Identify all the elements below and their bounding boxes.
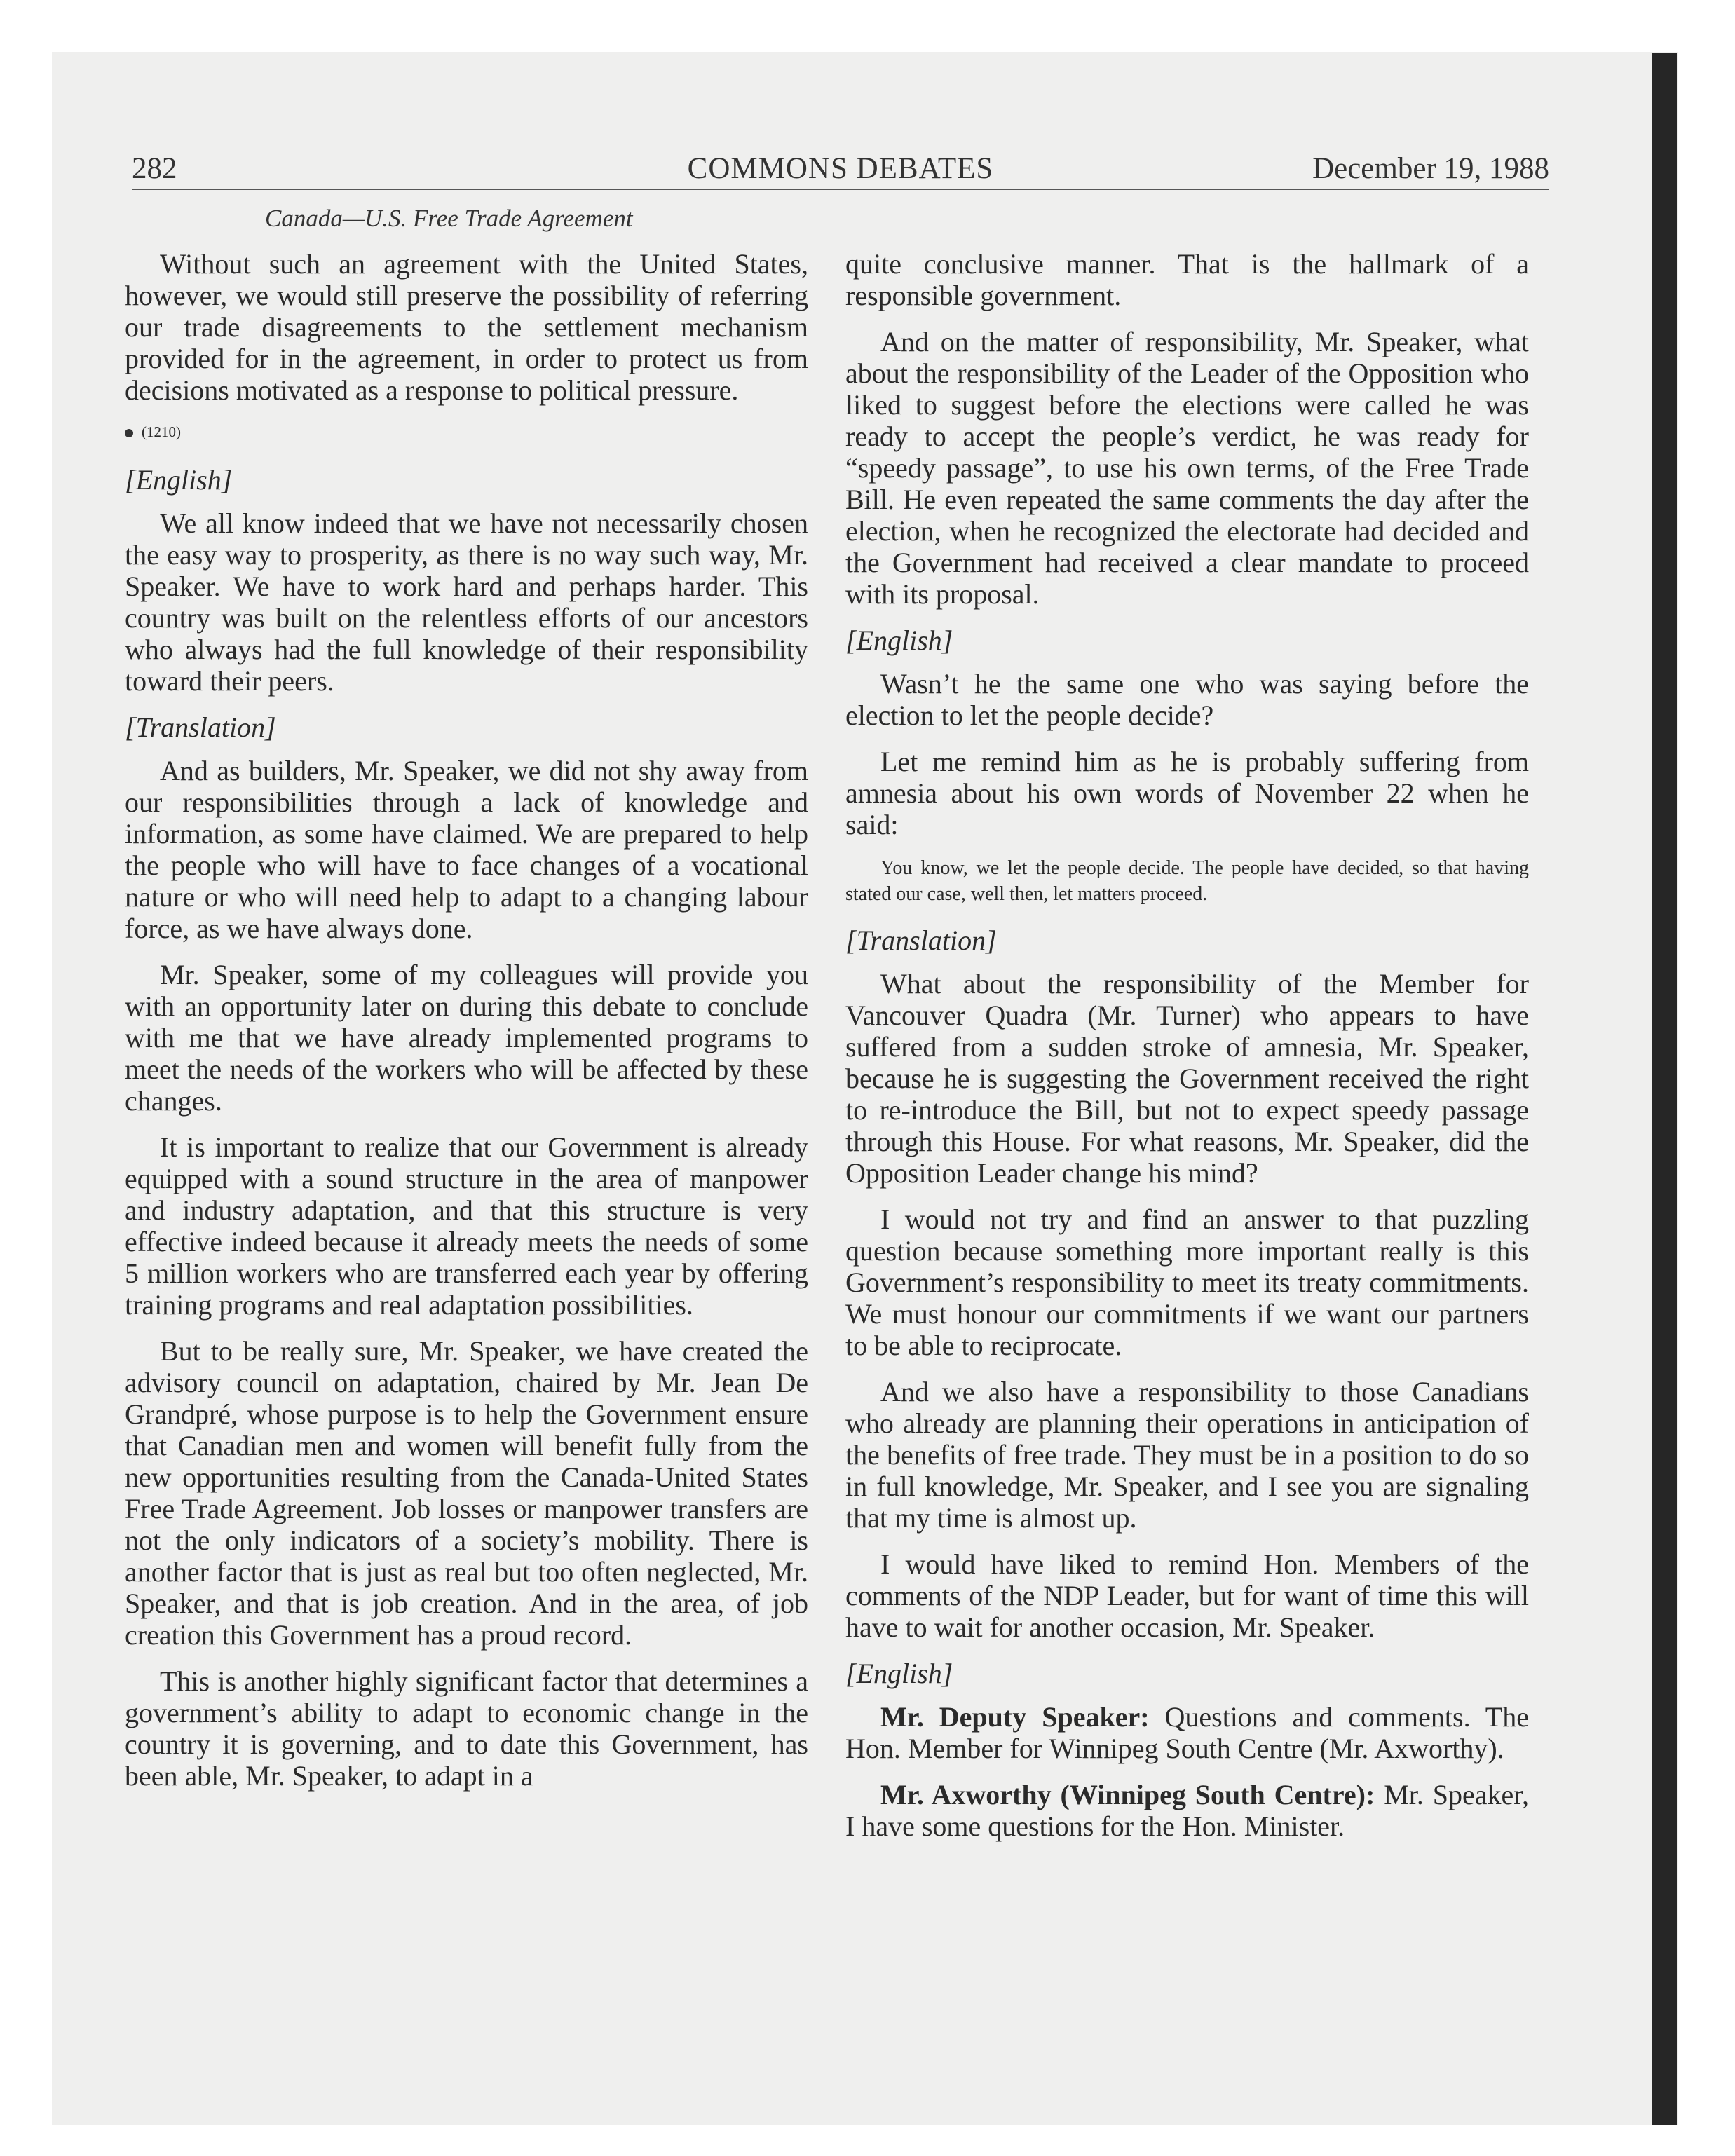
scan-edge-bar <box>1652 53 1677 2125</box>
paragraph: Mr. Speaker, some of my colleagues will provide you with an opportunity later on during this debate to conclude with me that we have already implemented programs to meet the needs of the workers who will be affected by these changes. <box>125 959 808 1117</box>
speaker-name: Mr. Axworthy (Winnipeg South Centre): <box>880 1779 1375 1810</box>
paragraph: Without such an agreement with the United States, however, we would still preserve the possibility of referring our trade disagreements to the settlement mechanism provided for in the agreement, in order to protect us from decisions motivated as a response to political pressure. <box>125 248 808 406</box>
section-heading: Canada—U.S. Free Trade Agreement <box>265 205 633 232</box>
bullet-icon <box>125 429 133 437</box>
header-rule <box>132 189 1549 190</box>
speech-paragraph <box>845 1701 1529 1764</box>
paragraph-continued: quite conclusive manner. That is the hallmark of a responsible government. <box>845 248 1529 311</box>
paragraph: We all know indeed that we have not necessarily chosen the easy way to prosperity, as there is no way such way, Mr. Speaker. We have to work hard and perhaps harder. This country was built on the relentless efforts of our ancestors who always had the full knowledge of their responsibility toward their peers. <box>125 507 808 697</box>
speaker-name: Mr. Deputy Speaker: <box>880 1701 1150 1733</box>
paragraph: But to be really sure, Mr. Speaker, we have created the advisory council on adaptation, chaired by Mr. Jean De Grandpré, whose purpose is to help the Government ensure that Canadian men and women will benefit fully from the new opportunities resulting from the Canada-United States Free Trade Agreement. Job losses or manpower transfers are not the only indicators of a society’s mobility. There is another factor that is just as real but too often neglected, Mr. Speaker, and that is job creation. And in the area, of job creation this Government has a proud record. <box>125 1335 808 1651</box>
running-header <box>132 150 1549 188</box>
page-date: December 19, 1988 <box>1312 152 1549 185</box>
paragraph: And as builders, Mr. Speaker, we did not shy away from our responsibilities through a lack of knowledge and information, as some have claimed. We are prepared to help the people who will have to face changes of a vocational nature or who will need help to adapt to a changing labour force, as we have always done. <box>125 755 808 944</box>
language-label: [English] <box>125 464 233 496</box>
paragraph: And we also have a responsibility to those Canadians who already are planning their operations in anticipation of the benefits of free trade. They must be in a position to do so in full knowledge, Mr. Speaker, and I see you are signaling that my time is almost up. <box>845 1376 1529 1534</box>
language-label: [Translation] <box>125 711 276 743</box>
paragraph: This is another highly significant factor that determines a government’s ability to adapt to economic change in the country it is governing, and to date this Government, has been able, Mr. Speaker, to adapt in a <box>125 1665 808 1792</box>
paragraph: What about the responsibility of the Member for Vancouver Quadra (Mr. Turner) who appears to have suffered from a sudden stroke of amnesia, Mr. Speaker, because he is suggesting the Government received the right to re-introduce the Bill, but not to expect speedy passage through this House. For what reasons, Mr. Speaker, did the Opposition Leader change his mind? <box>845 968 1529 1189</box>
paragraph: Wasn’t he the same one who was saying before the election to let the people decide? <box>845 668 1529 731</box>
right-column <box>845 248 1529 1857</box>
language-label: [English] <box>845 625 953 656</box>
speech-text: Questions and comments. The Hon. Member for Winnipeg South Centre (Mr. Axworthy). <box>845 1701 1529 1764</box>
paragraph: I would not try and find an answer to that puzzling question because something more important really is this Government’s responsibility to meet its treaty commitments. We must honour our commitments if we want our partners to be able to reciprocate. <box>845 1203 1529 1361</box>
paragraph: Let me remind him as he is probably suffering from amnesia about his own words of November 22 when he said: <box>845 746 1529 840</box>
language-label: [Translation] <box>845 925 997 956</box>
speech-paragraph <box>845 1779 1529 1842</box>
speech-text: Mr. Speaker, I have some questions for the Hon. Minister. <box>845 1779 1530 1842</box>
paragraph: And on the matter of responsibility, Mr. Speaker, what about the responsibility of the Leader of the Opposition who liked to suggest before the elections were called he was ready to accept the people’s verdict, he was ready for “speedy passage”, to use his own terms, of the Free Trade Bill. He even repeated the same comments the day after the election, when he recognized the electorate had decided and the Government had received a clear mandate to proceed with its proposal. <box>845 326 1529 610</box>
paragraph: I would have liked to remind Hon. Members of the comments of the NDP Leader, but for want of time this will have to wait for another occasion, Mr. Speaker. <box>845 1548 1529 1643</box>
language-label: [English] <box>845 1658 953 1689</box>
page-number: 282 <box>132 152 177 185</box>
time-marker <box>125 421 808 443</box>
left-column <box>125 248 808 1806</box>
block-quote: You know, we let the people decide. The people have decided, so that having stated our case, well then, let matters proceed. <box>845 857 1529 905</box>
time-marker-text: (1210) <box>142 423 181 440</box>
paragraph: It is important to realize that our Government is already equipped with a sound structure in the area of manpower and industry adaptation, and that this structure is very effective indeed because it already meets the needs of some 5 million workers who are transferred each year by offering training programs and real adaptation possibilities. <box>125 1131 808 1321</box>
journal-title: COMMONS DEBATES <box>687 152 994 185</box>
